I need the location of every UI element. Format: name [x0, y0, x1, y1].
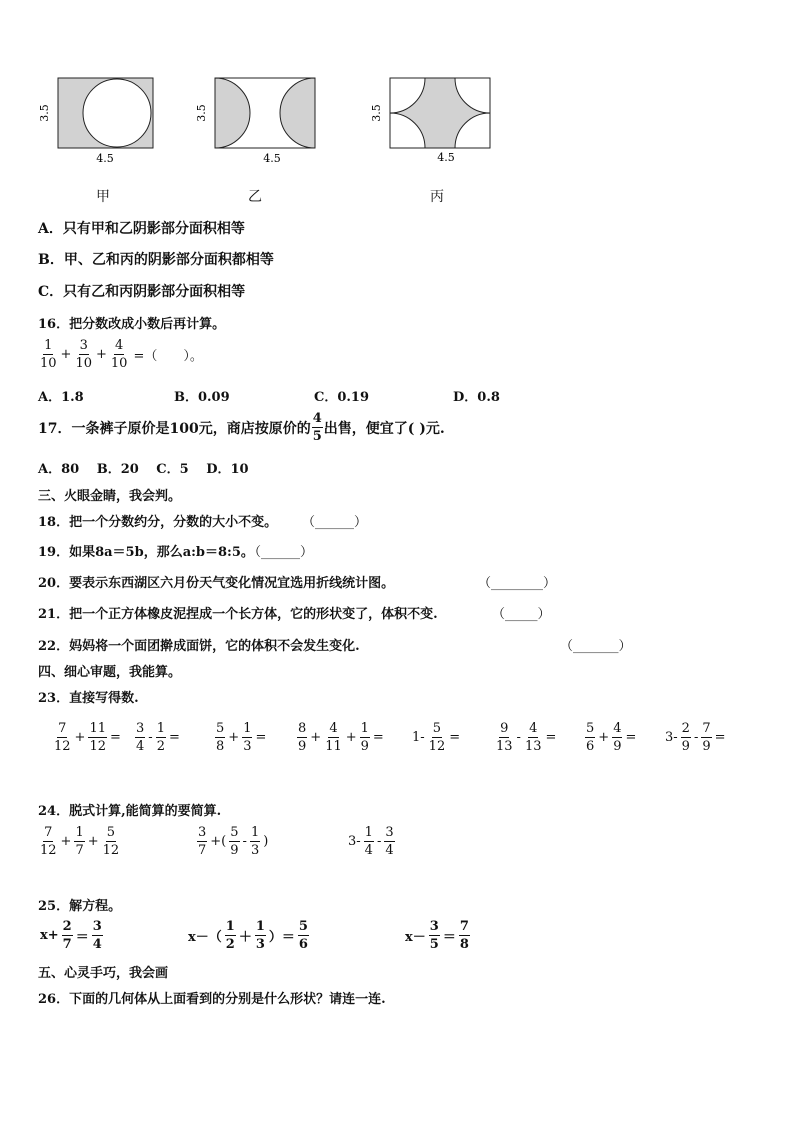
- numerator: 1: [360, 721, 369, 736]
- denominator: 4: [385, 843, 394, 858]
- q15-option-c: C．只有乙和丙阴影部分面积相等: [38, 284, 246, 300]
- q23-item-1-operator: +: [74, 730, 86, 745]
- q23-item-4-operator: +: [310, 730, 322, 745]
- q23-item-5: [410, 722, 462, 753]
- numerator: 1: [156, 721, 165, 736]
- q17-options: A．80 B．20 C．5 D．10: [38, 462, 249, 477]
- q23-item-3: [214, 722, 268, 753]
- denominator: 9: [298, 739, 307, 754]
- bing-height-label: 3.5: [370, 104, 383, 122]
- q23-item-6: [494, 722, 558, 753]
- denominator: 6: [298, 937, 308, 952]
- q24-item-3-operator: -: [376, 834, 382, 849]
- q26-text: 26．下面的几何体从上面看到的分别是什么形状？请连一连.: [38, 992, 386, 1007]
- numerator: 9: [500, 721, 509, 736]
- denominator: 11: [325, 739, 342, 754]
- denominator: 4: [364, 843, 373, 858]
- q23-item-2-fraction: [156, 722, 166, 753]
- q16-frac-1: [39, 339, 58, 370]
- numerator: 11: [89, 721, 106, 736]
- figure-label-yi: 乙: [248, 189, 262, 205]
- numerator: 1: [250, 825, 260, 840]
- q16-frac-1-num: 1: [44, 338, 53, 353]
- q17-text-after: 出售，便宜了( )元.: [323, 420, 445, 437]
- numerator: 7: [58, 721, 67, 736]
- q23-item-8-operator: 3-: [665, 730, 678, 745]
- q24-item-1-operator: +: [87, 834, 99, 849]
- q16-tail: =（ ）。: [133, 349, 203, 364]
- q16-frac-1-den: 10: [40, 356, 57, 371]
- numerator: 8: [298, 721, 307, 736]
- q24-item-2-operator: ): [263, 834, 269, 849]
- q23-item-3-fraction: [215, 722, 225, 753]
- q23-item-6-fraction: [495, 722, 514, 753]
- numerator: 2: [681, 721, 690, 736]
- plus-sign: +: [60, 347, 72, 362]
- q25-item-3-fraction: [459, 920, 470, 951]
- q16-option-a[interactable]: A．1.8: [38, 390, 84, 405]
- q23-item-3-operator: =: [255, 730, 267, 745]
- q25-equation-1: [38, 920, 104, 951]
- q23-item-4-operator: +: [345, 730, 357, 745]
- jia-width-label: 4.5: [96, 152, 114, 165]
- denominator: 6: [586, 739, 595, 754]
- q23-item-2: [134, 722, 182, 753]
- q24-item-2-fraction: [197, 826, 207, 857]
- jia-circle: [83, 79, 151, 147]
- q16-frac-3-num: 4: [115, 338, 124, 353]
- q16-frac-3: [110, 339, 129, 370]
- numerator: 5: [216, 721, 225, 736]
- denominator: 9: [613, 739, 622, 754]
- q25-item-1-fraction: [62, 920, 73, 951]
- numerator: 3: [92, 919, 102, 934]
- numerator: 1: [364, 825, 373, 840]
- q23-item-1-fraction: [53, 722, 72, 753]
- q23-item-1: [52, 722, 123, 753]
- q17-text-before: 17．一条裤子原价是100元，商店按原价的: [38, 420, 311, 437]
- q24-item-2: [196, 826, 270, 857]
- q25-equation-3: [403, 920, 471, 951]
- denominator: 12: [428, 739, 446, 754]
- q16-frac-2: [74, 339, 93, 370]
- q23-item-1-operator: =: [110, 730, 121, 745]
- figure-jia: [38, 78, 153, 165]
- q24-item-3: [346, 826, 396, 857]
- figure-bing: [370, 78, 490, 164]
- q23-item-5-operator: =: [449, 730, 461, 745]
- q23-item-7: [584, 722, 638, 753]
- denominator: 9: [681, 739, 690, 754]
- q23-item-7-fraction: [585, 722, 595, 753]
- denominator: 3: [250, 843, 260, 858]
- denominator: 12: [102, 843, 120, 858]
- numerator: 3: [198, 825, 207, 840]
- denominator: 13: [496, 739, 513, 754]
- figure-yi: [195, 78, 315, 165]
- q23-item-5-operator: 1-: [412, 730, 425, 745]
- q16-option-c[interactable]: C．0.19: [314, 390, 370, 405]
- q24-item-1-fraction: [102, 826, 121, 857]
- denominator: 4: [136, 739, 145, 754]
- q25-item-3-operator: x－: [405, 930, 426, 945]
- yi-height-label: 3.5: [195, 104, 208, 122]
- q16-frac-2-num: 3: [79, 338, 88, 353]
- q24-item-3-fraction: [364, 826, 374, 857]
- q19-answer-paren[interactable]: （______）: [248, 545, 314, 560]
- q23-item-3-operator: +: [228, 730, 240, 745]
- q25-item-2-fraction: [225, 920, 236, 951]
- q24-item-2-operator: +(: [210, 834, 227, 849]
- q18-text: 18．把一个分数约分，分数的大小不变。: [38, 515, 278, 530]
- q24-item-2-fraction: [250, 826, 260, 857]
- numerator: 1: [255, 919, 265, 934]
- q17-frac-num: 4: [312, 411, 322, 426]
- numerator: 3: [429, 919, 439, 934]
- q24-item-3-fraction: [384, 826, 394, 857]
- q24-item-1-fraction: [39, 826, 58, 857]
- numerator: 4: [529, 721, 538, 736]
- q23-item-6-fraction: [524, 722, 543, 753]
- q25-equation-2: [186, 920, 310, 951]
- numerator: 5: [432, 721, 442, 736]
- q23-item-3-fraction: [242, 722, 252, 753]
- q23-item-8-operator: -: [693, 730, 699, 745]
- q24-item-1-operator: +: [60, 834, 72, 849]
- yi-width-label: 4.5: [263, 152, 281, 165]
- denominator: 2: [156, 739, 165, 754]
- q25-item-3-fraction: [429, 920, 440, 951]
- q24-item-1: [38, 826, 121, 857]
- q23-item-4-fraction: [297, 722, 307, 753]
- numerator: 1: [225, 919, 235, 934]
- q16-option-d[interactable]: D．0.8: [453, 390, 500, 405]
- q23-item-7-operator: +: [598, 730, 610, 745]
- figure-label-bing: 丙: [430, 189, 444, 205]
- bing-width-label: 4.5: [437, 151, 455, 164]
- q15-option-b: B．甲、乙和丙的阴影部分面积都相等: [38, 252, 274, 268]
- denominator: 9: [360, 739, 369, 754]
- numerator: 5: [586, 721, 595, 736]
- q23-item-4-fraction: [360, 722, 370, 753]
- q23-item-8-fraction: [681, 722, 691, 753]
- q25-item-1-operator: x+: [40, 928, 59, 943]
- q24-title: 24．脱式计算,能简算的要简算.: [38, 804, 222, 819]
- numerator: 1: [75, 825, 84, 840]
- q17-question: [38, 412, 445, 443]
- q23-item-2-operator: =: [168, 730, 180, 745]
- numerator: 7: [459, 919, 469, 934]
- section-3-heading: 三、火眼金睛，我会判。: [38, 489, 182, 504]
- q23-item-2-operator: -: [148, 730, 153, 745]
- q24-item-1-fraction: [74, 826, 84, 857]
- q23-item-6-operator: =: [545, 730, 557, 745]
- q20-text: 20．要表示东西湖区六月份天气变化情况宜选用折线统计图。: [38, 576, 395, 591]
- denominator: 7: [198, 843, 207, 858]
- q25-item-2-fraction: [255, 920, 266, 951]
- q25-item-2-fraction: [298, 920, 309, 951]
- q24-item-2-fraction: [229, 826, 239, 857]
- q23-item-8: [663, 722, 728, 753]
- numerator: 4: [329, 721, 338, 736]
- q22-text: 22．妈妈将一个面团擀成面饼，它的体积不会发生变化.: [38, 639, 360, 654]
- q23-title: 23．直接写得数.: [38, 691, 139, 706]
- denominator: 4: [92, 937, 102, 952]
- jia-height-label: 3.5: [38, 104, 51, 122]
- denominator: 12: [40, 843, 57, 858]
- q16-option-b[interactable]: B．0.09: [174, 390, 230, 405]
- denominator: 8: [216, 739, 225, 754]
- figure-label-jia: 甲: [96, 189, 110, 205]
- denominator: 13: [524, 739, 542, 754]
- q16-frac-2-den: 10: [75, 356, 92, 371]
- q23-item-2-fraction: [135, 722, 145, 753]
- denominator: 2: [225, 937, 235, 952]
- q16-frac-3-den: 10: [110, 356, 128, 371]
- q25-item-2-operator: ＋: [238, 930, 252, 945]
- q21-text: 21．把一个正方体橡皮泥捏成一个长方体，它的形状变了，体积不变.: [38, 607, 438, 622]
- section-4-heading: 四、细心审题，我能算。: [38, 665, 182, 680]
- q17-frac: [312, 412, 323, 443]
- q15-option-a: A．只有甲和乙阴影部分面积相等: [38, 221, 245, 237]
- denominator: 7: [62, 937, 72, 952]
- q25-item-2-operator: x－（: [188, 930, 222, 945]
- denominator: 3: [255, 937, 265, 952]
- q24-item-2-operator: -: [242, 834, 247, 849]
- q23-item-7-operator: =: [625, 730, 637, 745]
- q24-item-3-operator: 3-: [348, 834, 361, 849]
- q21-answer-paren[interactable]: （_____）: [492, 607, 551, 622]
- q23-item-8-fraction: [701, 722, 711, 753]
- q19-text: 19．如果8a＝5b，那么a:b＝8:5。: [38, 545, 254, 560]
- denominator: 9: [230, 843, 239, 858]
- denominator: 9: [702, 739, 711, 754]
- q16-expression: [38, 339, 203, 370]
- q16-title: 16．把分数改成小数后再计算。: [38, 317, 226, 332]
- denominator: 8: [459, 937, 469, 952]
- numerator: 4: [613, 721, 622, 736]
- numerator: 1: [243, 721, 252, 736]
- q20-answer-paren[interactable]: （________）: [478, 576, 557, 591]
- q17-frac-den: 5: [312, 429, 322, 444]
- denominator: 7: [75, 843, 84, 858]
- q23-item-5-fraction: [428, 722, 447, 753]
- q23-item-8-operator: =: [714, 730, 726, 745]
- q25-item-3-operator: ＝: [442, 930, 456, 945]
- q23-item-4-operator: =: [372, 730, 384, 745]
- denominator: 12: [54, 739, 71, 754]
- q23-item-4: [296, 722, 386, 753]
- numerator: 5: [230, 825, 239, 840]
- q25-item-2-operator: ）＝: [268, 930, 295, 945]
- q25-item-1-fraction: [92, 920, 103, 951]
- denominator: 5: [429, 937, 439, 952]
- q23-item-4-fraction: [324, 722, 343, 753]
- numerator: 7: [44, 825, 53, 840]
- numerator: 5: [106, 825, 116, 840]
- q25-title: 25．解方程。: [38, 899, 122, 914]
- numerator: 3: [385, 825, 394, 840]
- numerator: 3: [136, 721, 145, 736]
- numerator: 2: [62, 919, 72, 934]
- q25-item-1-operator: ＝: [75, 930, 89, 945]
- q23-item-6-operator: -: [516, 730, 521, 745]
- denominator: 3: [243, 739, 252, 754]
- q23-item-7-fraction: [612, 722, 622, 753]
- q18-answer-paren[interactable]: （______）: [302, 515, 368, 530]
- q22-answer-paren[interactable]: （_______）: [560, 639, 632, 654]
- numerator: 5: [298, 919, 308, 934]
- plus-sign: +: [96, 347, 107, 362]
- q23-item-1-fraction: [88, 722, 107, 753]
- denominator: 12: [89, 739, 106, 754]
- numerator: 7: [702, 721, 711, 736]
- section-5-heading: 五、心灵手巧，我会画: [38, 966, 169, 981]
